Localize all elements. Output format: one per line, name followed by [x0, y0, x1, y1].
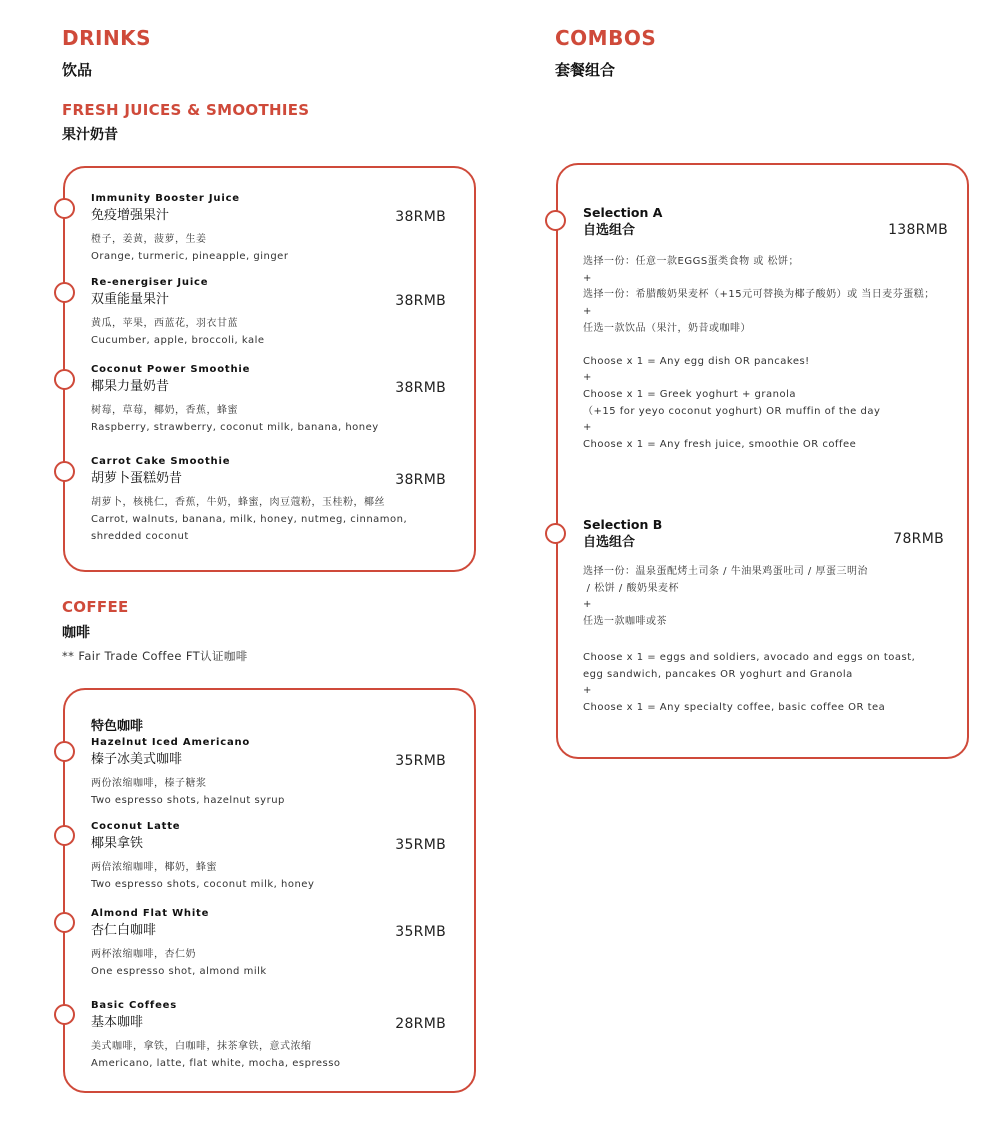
item-name-cn: 基本咖啡	[91, 1015, 144, 1030]
item-desc-en: Cucumber, apple, broccoli, kale	[91, 335, 265, 346]
selection-title: Selection B	[583, 517, 663, 532]
item-price: 35RMB	[395, 753, 446, 769]
item-name-en: Almond Flat White	[91, 908, 210, 919]
combo-line: Choose x 1 = Any specialty coffee, basic coffee OR tea	[583, 701, 886, 713]
item-name-en: Carrot Cake Smoothie	[91, 456, 231, 467]
item-name-cn: 榛子冰美式咖啡	[91, 752, 183, 767]
combo-line: Choose x 1 = Greek yoghurt + granola	[583, 388, 796, 400]
item-desc-en: Carrot, walnuts, banana, milk, honey, nutmeg, cinnamon, shredded coconut	[91, 514, 408, 542]
menu-item	[91, 276, 446, 349]
item-name-en: Coconut Latte	[91, 821, 181, 832]
combo-line: Choose x 1 = Any egg dish OR pancakes!	[583, 355, 810, 367]
item-name-cn: 椰果拿铁	[91, 836, 144, 851]
bullet-circle	[54, 741, 75, 762]
coffee-title-cn: 咖啡	[62, 625, 90, 641]
item-desc-en: Two espresso shots, coconut milk, honey	[91, 879, 315, 890]
bullet-circle	[54, 825, 75, 846]
selection-price: 78RMB	[893, 531, 944, 547]
combo-line: （+15 for yeyo coconut yoghurt) OR muffin of the day	[583, 405, 881, 417]
combo-line: +	[583, 599, 592, 611]
item-price: 38RMB	[395, 472, 446, 488]
combos-title-cn: 套餐组合	[555, 61, 616, 79]
selection-name-cn: 自选组合	[583, 223, 636, 238]
item-desc-cn: 橙子，姜黄，菠萝，生姜	[91, 234, 207, 245]
selection-b	[583, 517, 944, 717]
menu-item	[91, 820, 446, 893]
coffee-title: COFFEE	[62, 598, 129, 616]
item-desc-en: Americano, latte, flat white, mocha, espresso	[91, 1058, 341, 1069]
juices-card	[63, 166, 476, 572]
item-desc-cn: 胡萝卜，核桃仁，香蕉，牛奶，蜂蜜，肉豆蔻粉，玉桂粉，椰丝	[91, 497, 385, 508]
item-name-en: Immunity Booster Juice	[91, 193, 240, 204]
bullet-circle	[54, 369, 75, 390]
combo-line: egg sandwich, pancakes OR yoghurt and Granola	[583, 668, 853, 680]
selection-price: 138RMB	[888, 222, 948, 238]
combo-line: +	[583, 306, 592, 318]
combos-title: COMBOS	[555, 26, 657, 50]
specialty-coffee-label: 特色咖啡	[91, 719, 144, 734]
item-name-en: Hazelnut Iced Americano	[91, 737, 251, 748]
bullet-circle	[54, 912, 75, 933]
combo-line: / 松饼 / 酸奶果麦杯	[583, 582, 679, 594]
selection-title: Selection A	[583, 205, 663, 220]
combo-line: Choose x 1 = Any fresh juice, smoothie OR coffee	[583, 439, 857, 451]
menu-item	[91, 455, 446, 545]
bullet-circle	[545, 523, 566, 544]
drinks-title: DRINKS	[62, 26, 152, 50]
selection-name-cn: 自选组合	[583, 535, 636, 550]
bullet-circle	[54, 1004, 75, 1025]
bullet-circle	[545, 210, 566, 231]
combo-line: +	[583, 272, 592, 284]
menu-item	[91, 363, 446, 436]
combo-line: Choose x 1 = eggs and soldiers, avocado and eggs on toast,	[583, 651, 916, 663]
item-name-cn: 免疫增强果汁	[91, 208, 170, 223]
item-price: 35RMB	[395, 837, 446, 853]
combo-line: 选择一份：希腊酸奶果麦杯（+15元可替换为椰子酸奶）或 当日麦芬蛋糕；	[583, 289, 935, 301]
item-price: 28RMB	[395, 1016, 446, 1032]
item-name-cn: 胡萝卜蛋糕奶昔	[91, 471, 183, 486]
combo-line: 任选一款饮品（果汁，奶昔或咖啡）	[583, 322, 751, 334]
item-desc-en: Two espresso shots, hazelnut syrup	[91, 795, 285, 806]
fair-trade-note: ** Fair Trade Coffee FT认证咖啡	[62, 649, 248, 663]
juices-title-cn: 果汁奶昔	[62, 127, 118, 143]
item-name-cn: 椰果力量奶昔	[91, 379, 170, 394]
item-desc-cn: 两份浓缩咖啡，榛子糖浆	[91, 778, 207, 789]
item-price: 38RMB	[395, 380, 446, 396]
item-name-cn: 双重能量果汁	[91, 292, 170, 307]
menu-item	[91, 192, 446, 265]
item-desc-en: Orange, turmeric, pineapple, ginger	[91, 251, 289, 262]
item-price: 38RMB	[395, 293, 446, 309]
coffee-card	[63, 688, 476, 1093]
combo-line: 选择一份：任意一款EGGS蛋类食物 或 松饼；	[583, 256, 800, 267]
menu-item	[91, 736, 446, 809]
combo-line: +	[583, 685, 592, 697]
item-price: 35RMB	[395, 924, 446, 940]
item-name-en: Basic Coffees	[91, 1000, 177, 1011]
bullet-circle	[54, 282, 75, 303]
combo-line: +	[583, 372, 592, 384]
bullet-circle	[54, 198, 75, 219]
item-name-en: Re-energiser Juice	[91, 277, 209, 288]
combos-card	[556, 163, 969, 759]
menu-item	[91, 907, 446, 980]
item-desc-cn: 美式咖啡，拿铁，白咖啡，抹茶拿铁，意式浓缩	[91, 1041, 312, 1052]
item-desc-en: Raspberry, strawberry, coconut milk, banana, honey	[91, 422, 379, 433]
item-desc-cn: 黄瓜，苹果，西蓝花，羽衣甘蓝	[91, 318, 238, 329]
selection-a	[583, 205, 948, 454]
combo-line: 任选一款咖啡或茶	[583, 616, 667, 628]
combo-line: 选择一份：温泉蛋配烤土司条 / 牛油果鸡蛋吐司 / 厚蛋三明治	[583, 566, 868, 577]
item-desc-cn: 树莓，草莓，椰奶，香蕉，蜂蜜	[91, 405, 238, 416]
item-name-en: Coconut Power Smoothie	[91, 364, 251, 375]
item-name-cn: 杏仁白咖啡	[91, 923, 157, 938]
juices-title: FRESH JUICES & SMOOTHIES	[62, 101, 310, 119]
item-desc-en: One espresso shot, almond milk	[91, 966, 267, 977]
item-price: 38RMB	[395, 209, 446, 225]
menu-item	[91, 999, 446, 1072]
item-desc-cn: 两倍浓缩咖啡，椰奶，蜂蜜	[91, 862, 217, 873]
bullet-circle	[54, 461, 75, 482]
item-desc-cn: 两杯浓缩咖啡，杏仁奶	[91, 949, 196, 960]
drinks-title-cn: 饮品	[62, 61, 93, 79]
combo-line: +	[583, 422, 592, 434]
